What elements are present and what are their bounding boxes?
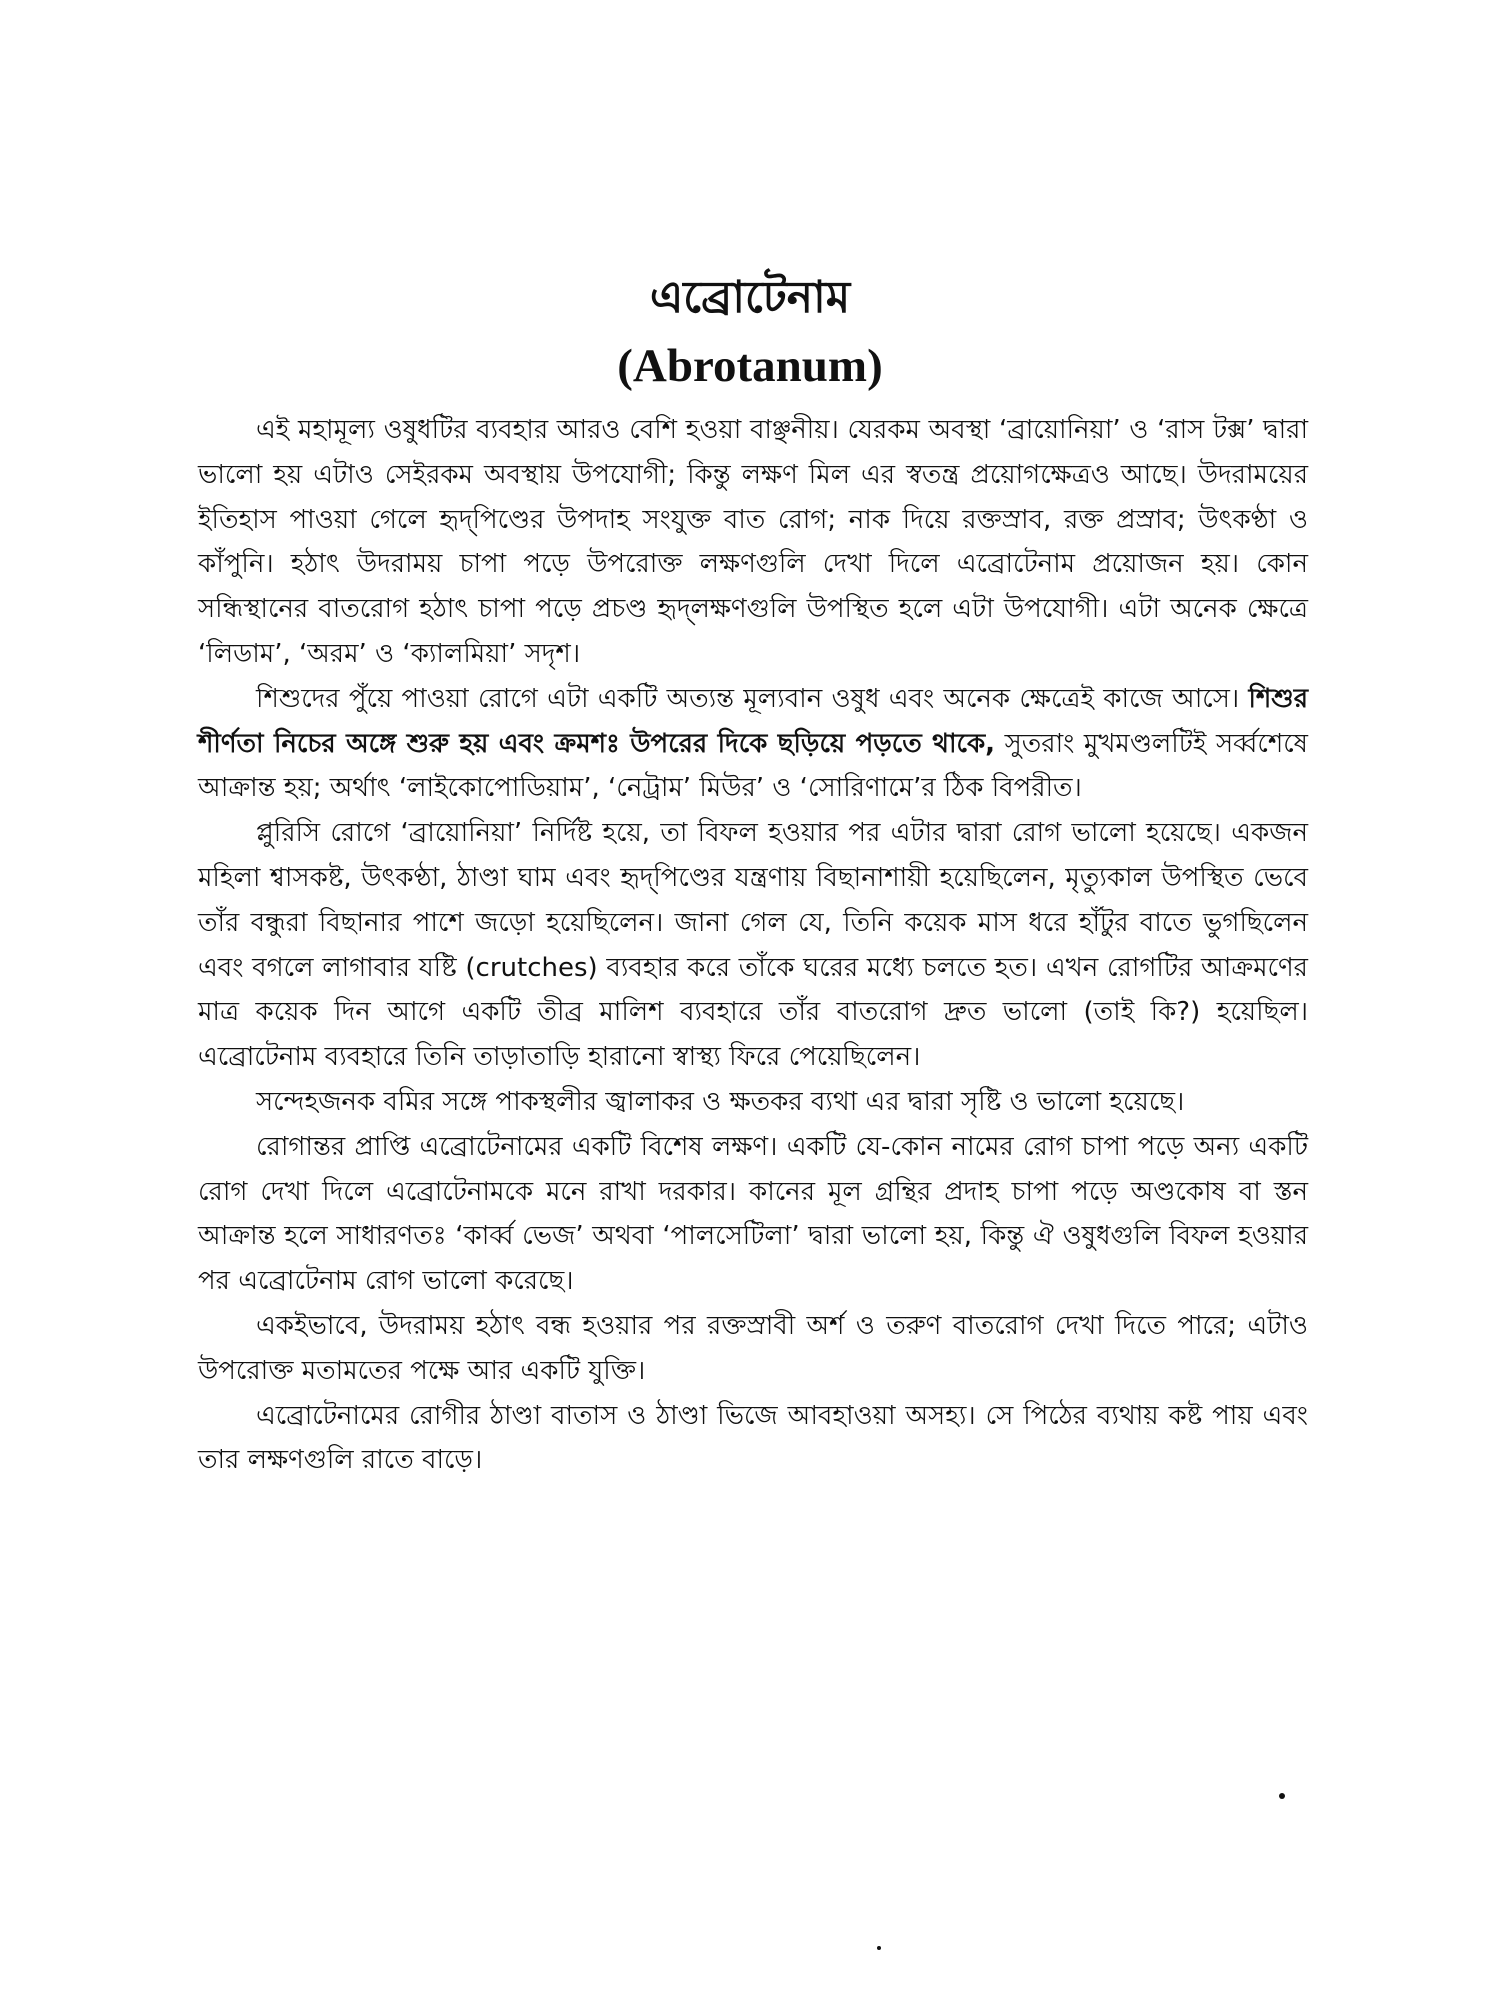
ink-speck xyxy=(877,1946,881,1950)
paragraph-2-bold-phrase: শিশুর শীর্ণতা নিচের অঙ্গে শুরু হয় এবং ক্রমশঃ উপরের দিকে ছড়িয়ে পড়তে থাকে, xyxy=(198,683,1308,759)
ink-speck xyxy=(1279,1793,1285,1799)
paragraph-6: একইভাবে, উদরাময় হঠাৎ বন্ধ হওয়ার পর রক্তস্রাবী অর্শ ও তরুণ বাতরোগ দেখা দিতে পারে; এটাও উপরোক্ত মতামতের পক্ষে আর একটি যুক্তি। xyxy=(198,1310,1308,1386)
paragraph-1: এই মহামূল্য ওষুধটির ব্যবহার আরও বেশি হওয়া বাঞ্ছনীয়। যেরকম অবস্থা ‘ব্রায়োনিয়া’ ও ‘রাস টক্স’ দ্বারা ভালো হয় এটাও সেইরকম অবস্থায় উপযোগী; কিন্তু লক্ষণ মিল এর স্বতন্ত্র প্রয়োগক্ষেত্রও আছে। উদরাময়ের ইতিহাস পাওয়া গেলে হৃদ্‌পিণ্ডের উপদাহ সংযুক্ত বাত রোগ; নাক দিয়ে রক্তস্রাব, রক্ত প্রস্রাব; উৎকণ্ঠা ও কাঁপুনি। হঠাৎ উদরাময় চাপা পড়ে উপরোক্ত লক্ষণগুলি দেখা দিলে এব্রোটেনাম প্রয়োজন হয়। কোন সন্ধিস্থানের বাতরোগ হঠাৎ চাপা পড়ে প্রচণ্ড হৃদ্‌লক্ষণগুলি উপস্থিত হলে এটা উপযোগী। এটা অনেক ক্ষেত্রে ‘লিডাম’, ‘অরম’ ও ‘ক্যালমিয়া’ সদৃশ। xyxy=(198,415,1308,669)
paragraph-3: প্লুরিসি রোগে ‘ব্রায়োনিয়া’ নির্দিষ্ট হয়ে, তা বিফল হওয়ার পর এটার দ্বারা রোগ ভালো হয়েছে। একজন মহিলা শ্বাসকষ্ট, উৎকণ্ঠা, ঠাণ্ডা ঘাম এবং হৃদ্‌পিণ্ডের যন্ত্রণায় বিছানাশায়ী হয়েছিলেন, মৃত্যুকাল উপস্থিত ভেবে তাঁর বন্ধুরা বিছানার পাশে জড়ো হয়েছিলেন। জানা গেল যে, তিনি কয়েক মাস ধরে হাঁটুর বাতে ভুগছিলেন এবং বগলে লাগাবার যষ্টি (crutches) ব্যবহার করে তাঁকে ঘরের মধ্যে চলতে হত। এখন রোগটির আক্রমণের মাত্র কয়েক দিন আগে একটি তীব্র মালিশ ব্যবহারে তাঁর বাতরোগ দ্রুত ভালো (তাই কি?) হয়েছিল। এব্রোটেনাম ব্যবহারে তিনি তাড়াতাড়ি হারানো স্বাস্থ্য ফিরে পেয়েছিলেন। xyxy=(198,818,1308,1073)
paragraph-4: সন্দেহজনক বমির সঙ্গে পাকস্থলীর জ্বালাকর ও ক্ষতকর ব্যথা এর দ্বারা সৃষ্টি ও ভালো হয়েছে। xyxy=(256,1086,1185,1117)
paragraph-2-end: সুতরাং মুখমণ্ডলটিই সর্ব্বশেষে আক্রান্ত হয়; অর্থাৎ ‘লাইকোপোডিয়াম’, ‘নেট্রাম’ মিউর’ ও ‘সোরিণামে’র ঠিক বিপরীত। xyxy=(198,728,1308,804)
paragraph-5: রোগান্তর প্রাপ্তি এব্রোটেনামের একটি বিশেষ লক্ষণ। একটি যে-কোন নামের রোগ চাপা পড়ে অন্য একটি রোগ দেখা দিলে এব্রোটেনামকে মনে রাখা দরকার। কানের মূল গ্রন্থির প্রদাহ চাপা পড়ে অণ্ডকোষ বা স্তন আক্রান্ত হলে সাধারণতঃ ‘কার্ব্ব ভেজ’ অথবা ‘পালসেটিলা’ দ্বারা ভালো হয়, কিন্তু ঐ ওষুধগুলি বিফল হওয়ার পর এব্রোটেনাম রোগ ভালো করেছে। xyxy=(198,1131,1308,1297)
title-bengali: এব্রোটেনাম xyxy=(649,272,851,323)
paragraph-2-start: শিশুদের পুঁয়ে পাওয়া রোগে এটা একটি অত্যন্ত মূল্যবান ওষুধ এবং অনেক ক্ষেত্রেই কাজে আসে। xyxy=(256,683,1249,714)
chapter-heading xyxy=(0,265,1500,401)
title-latin: (Abrotanum) xyxy=(617,340,883,392)
paragraph-2 xyxy=(198,677,1308,811)
paragraph-7: এব্রোটেনামের রোগীর ঠাণ্ডা বাতাস ও ঠাণ্ডা ভিজে আবহাওয়া অসহ্য। সে পিঠের ব্যথায় কষ্ট পায় এবং তার লক্ষণগুলি রাতে বাড়ে। xyxy=(198,1400,1309,1476)
body-text xyxy=(198,408,1308,1483)
